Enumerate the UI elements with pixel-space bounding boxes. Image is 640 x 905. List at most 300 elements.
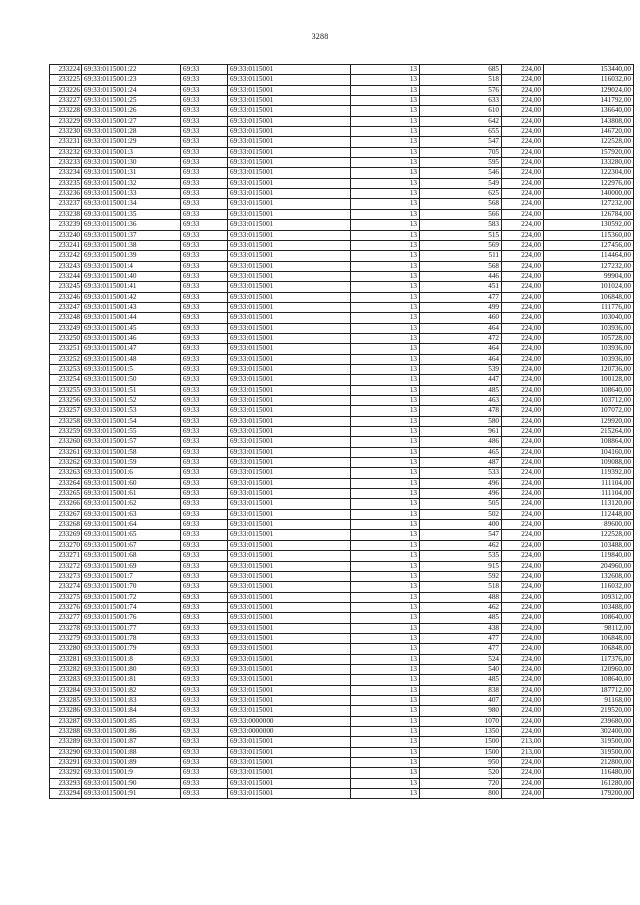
cadastral-value-cell: 91168,00 <box>544 695 634 705</box>
category-code-cell: 13 <box>351 654 420 664</box>
category-code-cell: 13 <box>351 209 420 219</box>
cadastral-value-cell: 119392,00 <box>544 468 634 478</box>
area-cell: 838 <box>420 685 502 695</box>
table-row <box>50 406 634 416</box>
cadastral-quarter-cell: 69:33:0115001 <box>228 406 351 416</box>
category-code-cell: 13 <box>351 168 420 178</box>
district-code-cell: 69:33 <box>181 313 228 323</box>
rate-cell: 224,00 <box>502 592 544 602</box>
rate-cell: 224,00 <box>502 323 544 333</box>
area-cell: 485 <box>420 613 502 623</box>
cadastral-value-cell: 127232,00 <box>544 261 634 271</box>
cadastral-number-cell: 69:33:0115001:47 <box>82 344 181 354</box>
row-id-cell: 233256 <box>50 396 82 406</box>
district-code-cell: 69:33 <box>181 106 228 116</box>
cadastral-value-cell: 122304,00 <box>544 168 634 178</box>
row-id-cell: 233225 <box>50 75 82 85</box>
category-code-cell: 13 <box>351 385 420 395</box>
district-code-cell: 69:33 <box>181 96 228 106</box>
cadastral-number-cell: 69:33:0115001:68 <box>82 551 181 561</box>
cadastral-number-cell: 69:33:0115001:8 <box>82 654 181 664</box>
cadastral-value-cell: 319500,00 <box>544 747 634 757</box>
cadastral-value-cell: 119840,00 <box>544 551 634 561</box>
area-cell: 400 <box>420 520 502 530</box>
table-row <box>50 478 634 488</box>
cadastral-value-cell: 161280,00 <box>544 778 634 788</box>
category-code-cell: 13 <box>351 478 420 488</box>
rate-cell: 224,00 <box>502 437 544 447</box>
cadastral-number-cell: 69:33:0115001:6 <box>82 468 181 478</box>
cadastral-value-cell: 129024,00 <box>544 85 634 95</box>
cadastral-value-cell: 101024,00 <box>544 282 634 292</box>
category-code-cell: 13 <box>351 106 420 116</box>
category-code-cell: 13 <box>351 189 420 199</box>
area-cell: 592 <box>420 571 502 581</box>
cadastral-quarter-cell: 69:33:0115001 <box>228 675 351 685</box>
category-code-cell: 13 <box>351 116 420 126</box>
area-cell: 438 <box>420 623 502 633</box>
cadastral-quarter-cell: 69:33:0115001 <box>228 137 351 147</box>
cadastral-quarter-cell: 69:33:0115001 <box>228 706 351 716</box>
table-row <box>50 427 634 437</box>
cadastral-value-cell: 103712,00 <box>544 396 634 406</box>
cadastral-quarter-cell: 69:33:0115001 <box>228 499 351 509</box>
category-code-cell: 13 <box>351 489 420 499</box>
rate-cell: 224,00 <box>502 147 544 157</box>
district-code-cell: 69:33 <box>181 178 228 188</box>
row-id-cell: 233293 <box>50 778 82 788</box>
cadastral-number-cell: 69:33:0115001:26 <box>82 106 181 116</box>
cadastral-number-cell: 69:33:0115001:90 <box>82 778 181 788</box>
cadastral-value-cell: 103936,00 <box>544 354 634 364</box>
rate-cell: 224,00 <box>502 106 544 116</box>
cadastral-quarter-cell: 69:33:0115001 <box>228 654 351 664</box>
category-code-cell: 13 <box>351 437 420 447</box>
row-id-cell: 233268 <box>50 520 82 530</box>
district-code-cell: 69:33 <box>181 251 228 261</box>
row-id-cell: 233253 <box>50 364 82 374</box>
category-code-cell: 13 <box>351 613 420 623</box>
rate-cell: 224,00 <box>502 509 544 519</box>
area-cell: 569 <box>420 240 502 250</box>
rate-cell: 224,00 <box>502 96 544 106</box>
row-id-cell: 233231 <box>50 137 82 147</box>
cadastral-value-cell: 103488,00 <box>544 540 634 550</box>
row-id-cell: 233283 <box>50 675 82 685</box>
cadastral-value-cell: 143808,00 <box>544 116 634 126</box>
area-cell: 502 <box>420 509 502 519</box>
area-cell: 546 <box>420 168 502 178</box>
cadastral-value-cell: 117376,00 <box>544 654 634 664</box>
row-id-cell: 233275 <box>50 592 82 602</box>
area-cell: 477 <box>420 292 502 302</box>
district-code-cell: 69:33 <box>181 592 228 602</box>
category-code-cell: 13 <box>351 261 420 271</box>
district-code-cell: 69:33 <box>181 540 228 550</box>
row-id-cell: 233259 <box>50 427 82 437</box>
cadastral-quarter-cell: 69:33:0115001 <box>228 737 351 747</box>
area-cell: 447 <box>420 375 502 385</box>
cadastral-number-cell: 69:33:0115001:32 <box>82 178 181 188</box>
cadastral-number-cell: 69:33:0115001:62 <box>82 499 181 509</box>
district-code-cell: 69:33 <box>181 768 228 778</box>
cadastral-quarter-cell: 69:33:0115001 <box>228 592 351 602</box>
table-row <box>50 571 634 581</box>
row-id-cell: 233232 <box>50 147 82 157</box>
rate-cell: 224,00 <box>502 789 544 799</box>
rate-cell: 224,00 <box>502 375 544 385</box>
cadastral-value-cell: 98112,00 <box>544 623 634 633</box>
cadastral-number-cell: 69:33:0115001:41 <box>82 282 181 292</box>
cadastral-number-cell: 69:33:0115001:69 <box>82 561 181 571</box>
row-id-cell: 233267 <box>50 509 82 519</box>
cadastral-value-cell: 212800,00 <box>544 758 634 768</box>
rate-cell: 224,00 <box>502 768 544 778</box>
district-code-cell: 69:33 <box>181 230 228 240</box>
rate-cell: 224,00 <box>502 489 544 499</box>
table-row <box>50 695 634 705</box>
cadastral-quarter-cell: 69:33:0115001 <box>228 758 351 768</box>
cadastral-quarter-cell: 69:33:0115001 <box>228 602 351 612</box>
area-cell: 539 <box>420 364 502 374</box>
cadastral-number-cell: 69:33:0115001:70 <box>82 582 181 592</box>
category-code-cell: 13 <box>351 127 420 137</box>
cadastral-number-cell: 69:33:0115001:78 <box>82 633 181 643</box>
cadastral-value-cell: 111776,00 <box>544 302 634 312</box>
cadastral-quarter-cell: 69:33:0115001 <box>228 189 351 199</box>
area-cell: 499 <box>420 302 502 312</box>
cadastral-number-cell: 69:33:0115001:88 <box>82 747 181 757</box>
cadastral-number-cell: 69:33:0115001:58 <box>82 447 181 457</box>
row-id-cell: 233227 <box>50 96 82 106</box>
table-row <box>50 468 634 478</box>
area-cell: 460 <box>420 313 502 323</box>
category-code-cell: 13 <box>351 313 420 323</box>
district-code-cell: 69:33 <box>181 75 228 85</box>
area-cell: 655 <box>420 127 502 137</box>
district-code-cell: 69:33 <box>181 396 228 406</box>
cadastral-value-cell: 204960,00 <box>544 561 634 571</box>
rate-cell: 224,00 <box>502 478 544 488</box>
area-cell: 580 <box>420 416 502 426</box>
cadastral-number-cell: 69:33:0115001:27 <box>82 116 181 126</box>
district-code-cell: 69:33 <box>181 489 228 499</box>
rate-cell: 224,00 <box>502 65 544 75</box>
category-code-cell: 13 <box>351 427 420 437</box>
category-code-cell: 13 <box>351 375 420 385</box>
row-id-cell: 233258 <box>50 416 82 426</box>
row-id-cell: 233249 <box>50 323 82 333</box>
table-row <box>50 282 634 292</box>
row-id-cell: 233229 <box>50 116 82 126</box>
category-code-cell: 13 <box>351 768 420 778</box>
cadastral-number-cell: 69:33:0115001:45 <box>82 323 181 333</box>
row-id-cell: 233290 <box>50 747 82 757</box>
rate-cell: 224,00 <box>502 385 544 395</box>
cadastral-value-cell: 187712,00 <box>544 685 634 695</box>
cadastral-number-cell: 69:33:0115001:85 <box>82 716 181 726</box>
area-cell: 1070 <box>420 716 502 726</box>
cadastral-number-cell: 69:33:0115001:91 <box>82 789 181 799</box>
row-id-cell: 233274 <box>50 582 82 592</box>
table-row <box>50 313 634 323</box>
row-id-cell: 233280 <box>50 644 82 654</box>
cadastral-quarter-cell: 69:33:0115001 <box>228 313 351 323</box>
district-code-cell: 69:33 <box>181 633 228 643</box>
category-code-cell: 13 <box>351 530 420 540</box>
cadastral-quarter-cell: 69:33:0115001 <box>228 344 351 354</box>
land-registry-table <box>49 64 634 799</box>
area-cell: 451 <box>420 282 502 292</box>
row-id-cell: 233235 <box>50 178 82 188</box>
cadastral-quarter-cell: 69:33:0115001 <box>228 416 351 426</box>
table-row <box>50 737 634 747</box>
table-row <box>50 75 634 85</box>
category-code-cell: 13 <box>351 158 420 168</box>
rate-cell: 224,00 <box>502 540 544 550</box>
category-code-cell: 13 <box>351 758 420 768</box>
table-row <box>50 364 634 374</box>
table-row <box>50 561 634 571</box>
table-row <box>50 385 634 395</box>
category-code-cell: 13 <box>351 551 420 561</box>
district-code-cell: 69:33 <box>181 333 228 343</box>
row-id-cell: 233281 <box>50 654 82 664</box>
cadastral-value-cell: 109088,00 <box>544 458 634 468</box>
category-code-cell: 13 <box>351 333 420 343</box>
district-code-cell: 69:33 <box>181 582 228 592</box>
area-cell: 463 <box>420 396 502 406</box>
cadastral-value-cell: 132608,00 <box>544 571 634 581</box>
table-row <box>50 644 634 654</box>
rate-cell: 224,00 <box>502 282 544 292</box>
area-cell: 950 <box>420 758 502 768</box>
row-id-cell: 233278 <box>50 623 82 633</box>
cadastral-number-cell: 69:33:0115001:43 <box>82 302 181 312</box>
cadastral-quarter-cell: 69:33:0115001 <box>228 468 351 478</box>
district-code-cell: 69:33 <box>181 220 228 230</box>
district-code-cell: 69:33 <box>181 499 228 509</box>
row-id-cell: 233263 <box>50 468 82 478</box>
area-cell: 961 <box>420 427 502 437</box>
area-cell: 464 <box>420 323 502 333</box>
rate-cell: 224,00 <box>502 333 544 343</box>
cadastral-number-cell: 69:33:0115001:77 <box>82 623 181 633</box>
category-code-cell: 13 <box>351 747 420 757</box>
table-row <box>50 137 634 147</box>
area-cell: 685 <box>420 65 502 75</box>
cadastral-number-cell: 69:33:0115001:83 <box>82 695 181 705</box>
table-row <box>50 654 634 664</box>
cadastral-quarter-cell: 69:33:0115001 <box>228 747 351 757</box>
row-id-cell: 233236 <box>50 189 82 199</box>
table-row <box>50 178 634 188</box>
cadastral-quarter-cell: 69:33:0115001 <box>228 768 351 778</box>
district-code-cell: 69:33 <box>181 654 228 664</box>
table-row <box>50 199 634 209</box>
cadastral-quarter-cell: 69:33:0115001 <box>228 323 351 333</box>
cadastral-quarter-cell: 69:33:0115001 <box>228 489 351 499</box>
cadastral-number-cell: 69:33:0115001:82 <box>82 685 181 695</box>
table-row <box>50 106 634 116</box>
cadastral-number-cell: 69:33:0115001:89 <box>82 758 181 768</box>
cadastral-value-cell: 99904,00 <box>544 271 634 281</box>
district-code-cell: 69:33 <box>181 189 228 199</box>
district-code-cell: 69:33 <box>181 147 228 157</box>
district-code-cell: 69:33 <box>181 199 228 209</box>
area-cell: 800 <box>420 789 502 799</box>
district-code-cell: 69:33 <box>181 354 228 364</box>
cadastral-quarter-cell: 69:33:0115001 <box>228 582 351 592</box>
district-code-cell: 69:33 <box>181 520 228 530</box>
page-number: 3288 <box>311 32 329 41</box>
cadastral-value-cell: 106848,00 <box>544 633 634 643</box>
rate-cell: 224,00 <box>502 447 544 457</box>
district-code-cell: 69:33 <box>181 447 228 457</box>
cadastral-number-cell: 69:33:0115001:55 <box>82 427 181 437</box>
district-code-cell: 69:33 <box>181 427 228 437</box>
rate-cell: 224,00 <box>502 271 544 281</box>
cadastral-quarter-cell: 69:33:0115001 <box>228 520 351 530</box>
rate-cell: 224,00 <box>502 189 544 199</box>
cadastral-value-cell: 107072,00 <box>544 406 634 416</box>
table-row <box>50 333 634 343</box>
row-id-cell: 233270 <box>50 540 82 550</box>
district-code-cell: 69:33 <box>181 302 228 312</box>
row-id-cell: 233294 <box>50 789 82 799</box>
cadastral-quarter-cell: 69:33:0115001 <box>228 385 351 395</box>
row-id-cell: 233289 <box>50 737 82 747</box>
cadastral-number-cell: 69:33:0115001:57 <box>82 437 181 447</box>
table-row <box>50 778 634 788</box>
district-code-cell: 69:33 <box>181 292 228 302</box>
cadastral-number-cell: 69:33:0115001:61 <box>82 489 181 499</box>
cadastral-quarter-cell: 69:33:0115001 <box>228 561 351 571</box>
district-code-cell: 69:33 <box>181 261 228 271</box>
cadastral-number-cell: 69:33:0115001:72 <box>82 592 181 602</box>
area-cell: 486 <box>420 437 502 447</box>
rate-cell: 224,00 <box>502 406 544 416</box>
row-id-cell: 233284 <box>50 685 82 695</box>
district-code-cell: 69:33 <box>181 364 228 374</box>
cadastral-value-cell: 319500,00 <box>544 737 634 747</box>
district-code-cell: 69:33 <box>181 416 228 426</box>
category-code-cell: 13 <box>351 344 420 354</box>
rate-cell: 224,00 <box>502 675 544 685</box>
table-row <box>50 727 634 737</box>
row-id-cell: 233224 <box>50 65 82 75</box>
rate-cell: 224,00 <box>502 644 544 654</box>
area-cell: 465 <box>420 447 502 457</box>
cadastral-number-cell: 69:33:0115001:60 <box>82 478 181 488</box>
cadastral-quarter-cell: 69:33:0115001 <box>228 789 351 799</box>
cadastral-value-cell: 153440,00 <box>544 65 634 75</box>
rate-cell: 224,00 <box>502 571 544 581</box>
cadastral-quarter-cell: 69:33:0115001 <box>228 271 351 281</box>
rate-cell: 224,00 <box>502 727 544 737</box>
cadastral-quarter-cell: 69:33:0115001 <box>228 168 351 178</box>
category-code-cell: 13 <box>351 582 420 592</box>
cadastral-value-cell: 103040,00 <box>544 313 634 323</box>
area-cell: 472 <box>420 333 502 343</box>
district-code-cell: 69:33 <box>181 602 228 612</box>
row-id-cell: 233276 <box>50 602 82 612</box>
cadastral-quarter-cell: 69:33:0115001 <box>228 65 351 75</box>
table-row <box>50 168 634 178</box>
area-cell: 462 <box>420 602 502 612</box>
rate-cell: 224,00 <box>502 261 544 271</box>
rate-cell: 224,00 <box>502 468 544 478</box>
cadastral-quarter-cell: 69:33:0115001 <box>228 778 351 788</box>
cadastral-value-cell: 111104,00 <box>544 489 634 499</box>
rate-cell: 224,00 <box>502 230 544 240</box>
district-code-cell: 69:33 <box>181 727 228 737</box>
rate-cell: 224,00 <box>502 716 544 726</box>
category-code-cell: 13 <box>351 695 420 705</box>
district-code-cell: 69:33 <box>181 716 228 726</box>
cadastral-number-cell: 69:33:0115001:50 <box>82 375 181 385</box>
district-code-cell: 69:33 <box>181 561 228 571</box>
cadastral-number-cell: 69:33:0115001:84 <box>82 706 181 716</box>
cadastral-quarter-cell: 69:33:0115001 <box>228 458 351 468</box>
category-code-cell: 13 <box>351 540 420 550</box>
cadastral-number-cell: 69:33:0115001:80 <box>82 664 181 674</box>
district-code-cell: 69:33 <box>181 789 228 799</box>
district-code-cell: 69:33 <box>181 706 228 716</box>
area-cell: 407 <box>420 695 502 705</box>
cadastral-number-cell: 69:33:0115001:25 <box>82 96 181 106</box>
cadastral-value-cell: 122528,00 <box>544 137 634 147</box>
cadastral-value-cell: 120960,00 <box>544 664 634 674</box>
table-row <box>50 551 634 561</box>
row-id-cell: 233277 <box>50 613 82 623</box>
category-code-cell: 13 <box>351 571 420 581</box>
category-code-cell: 13 <box>351 292 420 302</box>
category-code-cell: 13 <box>351 633 420 643</box>
district-code-cell: 69:33 <box>181 127 228 137</box>
area-cell: 488 <box>420 592 502 602</box>
cadastral-number-cell: 69:33:0115001:36 <box>82 220 181 230</box>
cadastral-quarter-cell: 69:33:0115001 <box>228 685 351 695</box>
rate-cell: 224,00 <box>502 354 544 364</box>
table-row <box>50 706 634 716</box>
area-cell: 547 <box>420 530 502 540</box>
cadastral-value-cell: 122528,00 <box>544 530 634 540</box>
cadastral-quarter-cell: 69:33:0115001 <box>228 251 351 261</box>
cadastral-value-cell: 112448,00 <box>544 509 634 519</box>
table-row <box>50 189 634 199</box>
row-id-cell: 233237 <box>50 199 82 209</box>
cadastral-number-cell: 69:33:0115001:30 <box>82 158 181 168</box>
area-cell: 511 <box>420 251 502 261</box>
cadastral-value-cell: 103488,00 <box>544 602 634 612</box>
cadastral-quarter-cell: 69:33:0115001 <box>228 85 351 95</box>
category-code-cell: 13 <box>351 509 420 519</box>
area-cell: 496 <box>420 478 502 488</box>
table-row <box>50 685 634 695</box>
rate-cell: 224,00 <box>502 302 544 312</box>
row-id-cell: 233261 <box>50 447 82 457</box>
row-id-cell: 233245 <box>50 282 82 292</box>
category-code-cell: 13 <box>351 240 420 250</box>
cadastral-quarter-cell: 69:33:0115001 <box>228 147 351 157</box>
rate-cell: 224,00 <box>502 178 544 188</box>
cadastral-quarter-cell: 69:33:0115001 <box>228 644 351 654</box>
table-row <box>50 664 634 674</box>
row-id-cell: 233242 <box>50 251 82 261</box>
cadastral-number-cell: 69:33:0115001:35 <box>82 209 181 219</box>
category-code-cell: 13 <box>351 178 420 188</box>
